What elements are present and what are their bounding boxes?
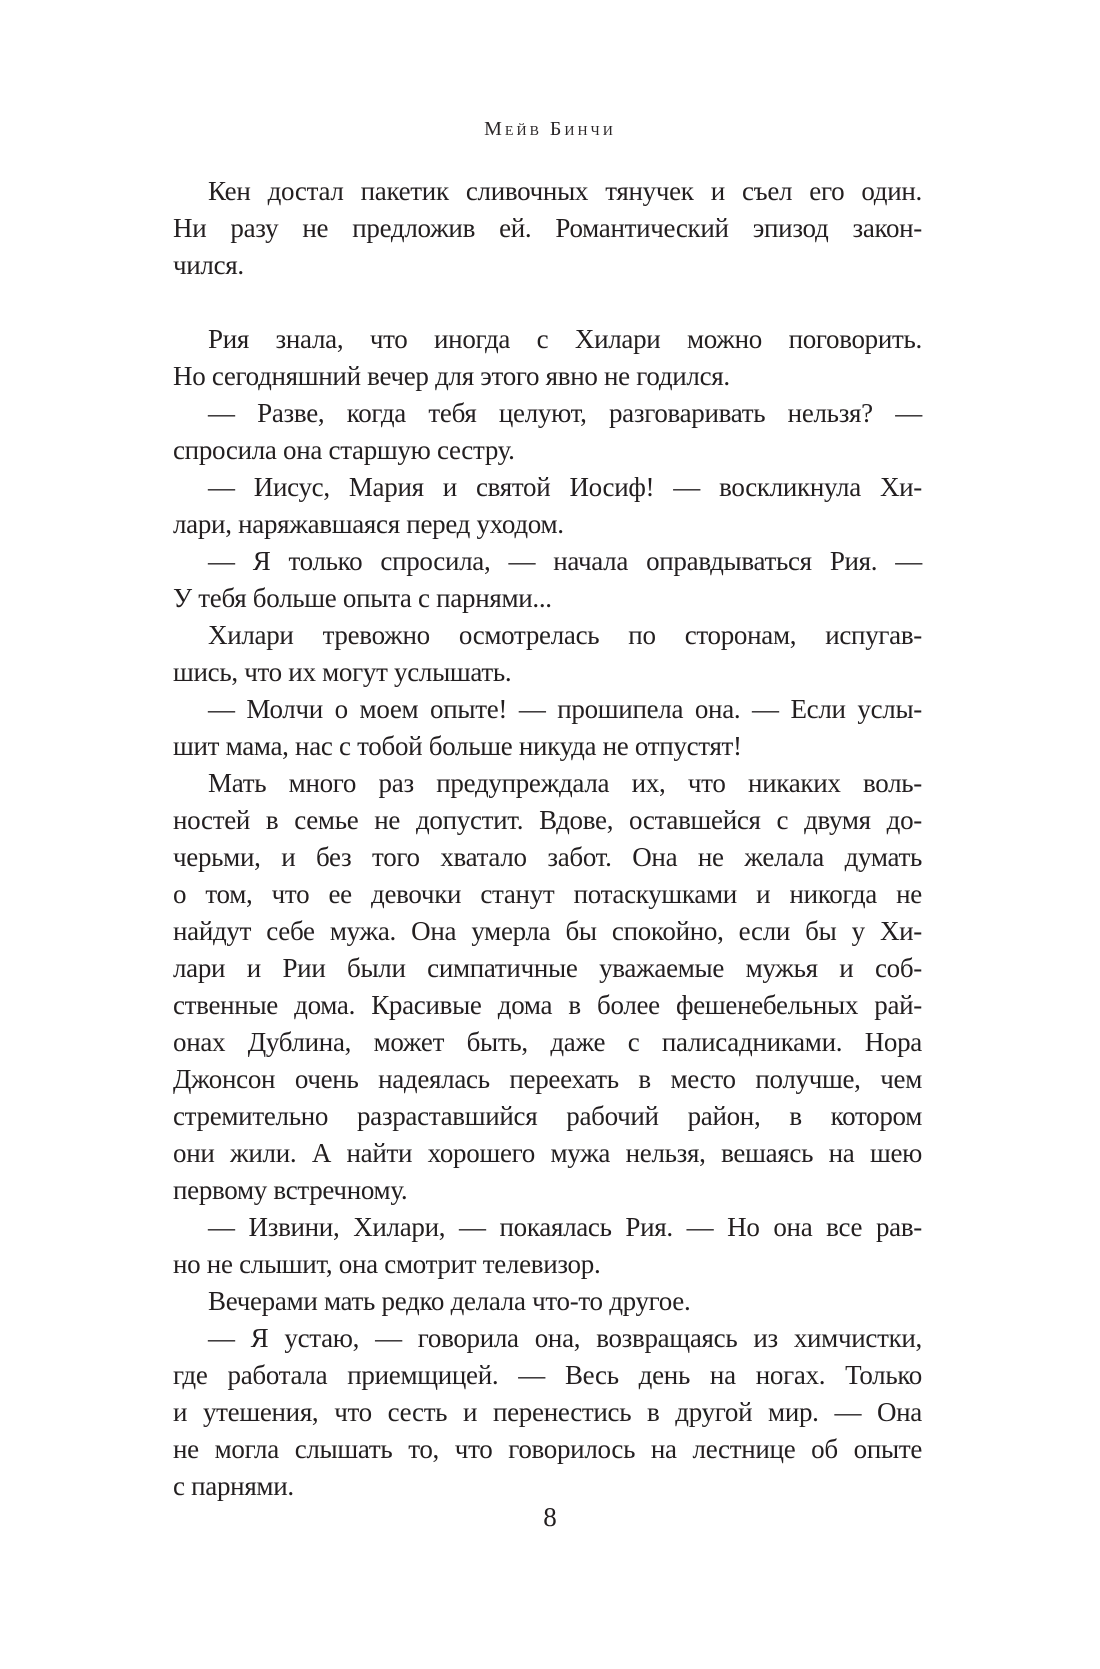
text-line: но не слышит, она смотрит телевизор. xyxy=(173,1249,601,1279)
text-line: найдут себе мужа. Она умерла бы спокойно, если бы у Хи- xyxy=(173,916,922,946)
text-line: Вечерами мать редко делала что-то другое. xyxy=(208,1286,691,1316)
text-line: они жили. А найти хорошего мужа нельзя, вешаясь на шею xyxy=(173,1138,922,1168)
text-line: с парнями. xyxy=(173,1471,294,1501)
text-line: первому встречному. xyxy=(173,1175,408,1205)
text-line: и утешения, что сесть и перенестись в другой мир. — Она xyxy=(173,1397,922,1427)
text-line: Кен достал пакетик сливочных тянучек и съел его один. xyxy=(208,176,922,206)
text-line: Мать много раз предупреждала их, что никаких воль- xyxy=(208,768,922,798)
text-line: Хилари тревожно осмотрелась по сторонам, испугав- xyxy=(208,620,922,650)
text-line: — Я устаю, — говорила она, возвращаясь из химчистки, xyxy=(208,1323,922,1353)
text-line: — Иисус, Мария и святой Иосиф! — воскликнула Хи- xyxy=(208,472,922,502)
text-line: чился. xyxy=(173,250,244,280)
text-line: Но сегодняшний вечер для этого явно не годился. xyxy=(173,361,730,391)
running-head-author: Мейв Бинчи xyxy=(484,118,616,140)
page-number: 8 xyxy=(543,1502,557,1532)
text-line: о том, что ее девочки станут потаскушками и никогда не xyxy=(173,879,922,909)
text-line: лари, наряжавшаяся перед уходом. xyxy=(173,509,564,539)
text-line: онах Дублина, может быть, даже с палисадниками. Нора xyxy=(173,1027,922,1057)
text-line: лари и Рии были симпатичные уважаемые мужья и соб- xyxy=(173,953,922,983)
text-line: Рия знала, что иногда с Хилари можно поговорить. xyxy=(208,324,922,354)
text-line: стремительно разраставшийся рабочий район, в котором xyxy=(173,1101,922,1131)
text-line: У тебя больше опыта с парнями... xyxy=(173,583,552,613)
text-line: Ни разу не предложив ей. Романтический эпизод закон- xyxy=(173,213,922,243)
text-line: ностей в семье не допустит. Вдове, оставшейся с двумя до- xyxy=(173,805,922,835)
text-line: шись, что их могут услышать. xyxy=(173,657,512,687)
text-line: спросила она старшую сестру. xyxy=(173,435,515,465)
text-line: — Я только спросила, — начала оправдываться Рия. — xyxy=(208,546,922,576)
text-line: ственные дома. Красивые дома в более фешенебельных рай- xyxy=(173,990,922,1020)
text-line: — Молчи о моем опыте! — прошипела она. — Если услы- xyxy=(208,694,922,724)
text-line: Джонсон очень надеялась переехать в место получше, чем xyxy=(173,1064,922,1094)
text-line: не могла слышать то, что говорилось на лестнице об опыте xyxy=(173,1434,922,1464)
text-line: черьми, и без того хватало забот. Она не желала думать xyxy=(173,842,922,872)
text-line: — Извини, Хилари, — покаялась Рия. — Но она все рав- xyxy=(208,1212,922,1242)
text-line: где работала приемщицей. — Весь день на ногах. Только xyxy=(173,1360,922,1390)
text-line: шит мама, нас с тобой больше никуда не отпустят! xyxy=(173,731,742,761)
text-line: — Разве, когда тебя целуют, разговаривать нельзя? — xyxy=(208,398,922,428)
